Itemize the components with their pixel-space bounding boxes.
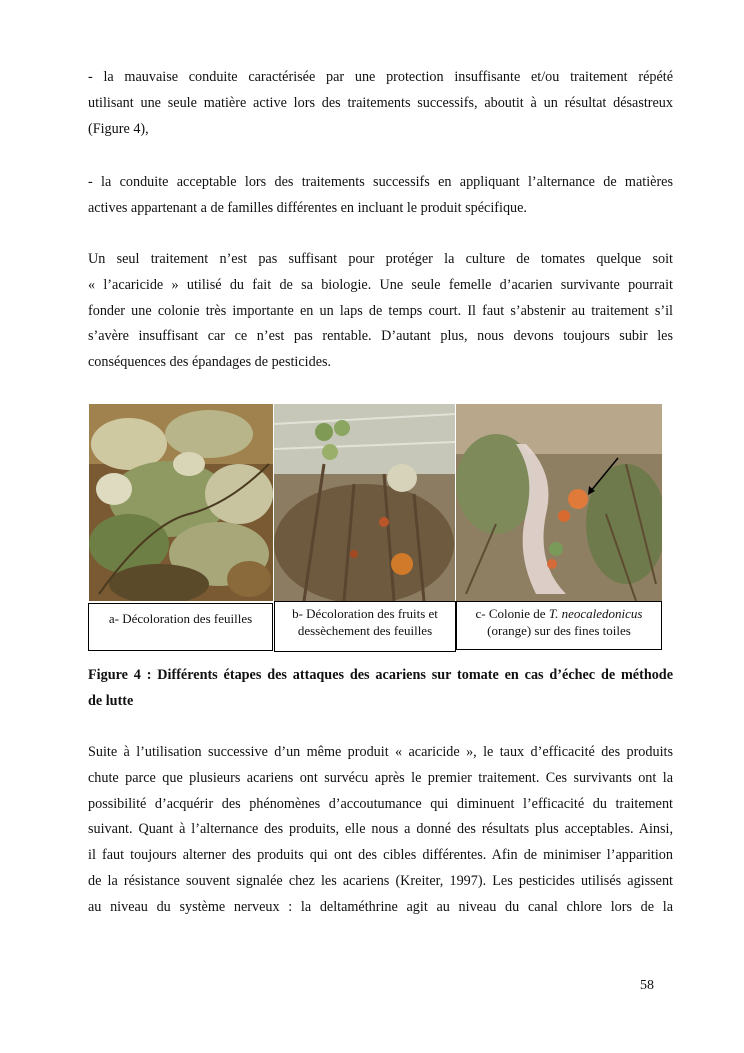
paragraph-1 <box>88 65 673 142</box>
paragraph-4 <box>88 740 673 921</box>
photo-leaf-discoloration <box>89 404 273 601</box>
caption-c <box>456 601 662 650</box>
text-line: suivant. Quant à l’alternance des produits, elle nous a donné des résultats plus acceptables. Ainsi, <box>88 821 673 838</box>
text-line: au niveau du système nerveux : la deltaméthrine agit au niveau du canal chlore lors de la <box>88 898 673 915</box>
photo-fruit-discoloration <box>274 404 455 601</box>
caption-b-line1: b- Décoloration des fruits et <box>292 606 438 621</box>
text-line: « l’acaricide » utilisé du fait de sa biologie. Une seule femelle d’acarien survivante pourrait <box>88 276 673 293</box>
figure-title <box>88 662 673 714</box>
caption-c-line1 <box>461 605 657 622</box>
caption-c-species: T. neocaledonicus <box>548 606 643 621</box>
text-line: il faut toujours alterner des produits qui ont des cibles différentes. Afin de minimiser l’apparition <box>88 847 673 864</box>
caption-b-line2: dessèchement des feuilles <box>297 623 433 638</box>
figure-title-line: Figure 4 : Différents étapes des attaques des acariens sur tomate en cas d’échec de méthode <box>88 667 673 683</box>
paragraph-3 <box>88 247 673 376</box>
page-number: 58 <box>640 978 654 993</box>
text-line: utilisant une seule matière active lors des traitements successifs, aboutit à un résultat désastreux <box>88 94 673 111</box>
text-line: fonder une colonie très importante en un laps de temps court. Il faut s’abstenir au traitement s’il <box>88 302 673 319</box>
text-line: actives appartenant a de familles différentes en incluant le produit spécifique. <box>88 199 527 216</box>
caption-a-text: a- Décoloration des feuilles <box>108 611 253 626</box>
caption-c-prefix: c- Colonie de <box>475 606 549 621</box>
figure-title-line: de lutte <box>88 693 134 709</box>
caption-b <box>274 601 456 652</box>
text-line: Un seul traitement n’est pas suffisant pour protéger la culture de tomates quelque soit <box>88 251 673 267</box>
text-line: Suite à l’utilisation successive d’un même produit « acaricide », le taux d’efficacité des produits <box>88 744 673 760</box>
text-line: possibilité d’acquérir des phénomènes d’accoutumance qui diminuent l’efficacité du traitement <box>88 795 673 812</box>
text-line: (Figure 4), <box>88 120 149 137</box>
text-line: - la mauvaise conduite caractérisée par une protection insuffisante et/ou traitement répété <box>88 69 673 85</box>
photo-mite-colony <box>456 404 662 601</box>
text-line: conséquences des épandages de pesticides. <box>88 354 332 371</box>
text-line: s’avère insuffisant car ce n’est pas rentable. D’autant plus, nous devons toujours subir les <box>88 328 673 345</box>
text-line: de la résistance souvent signalée chez les acariens (Kreiter, 1997). Les pesticides utilisés agissent <box>88 872 673 889</box>
text-line: - la conduite acceptable lors des traitements successifs en appliquant l’alternance de matières <box>88 174 673 190</box>
paragraph-2 <box>88 170 673 222</box>
text-line: chute parce que plusieurs acariens ont survécu après le premier traitement. Ces survivants ont la <box>88 769 673 786</box>
caption-a <box>88 603 273 651</box>
caption-c-line2: (orange) sur des fines toiles <box>487 623 631 638</box>
